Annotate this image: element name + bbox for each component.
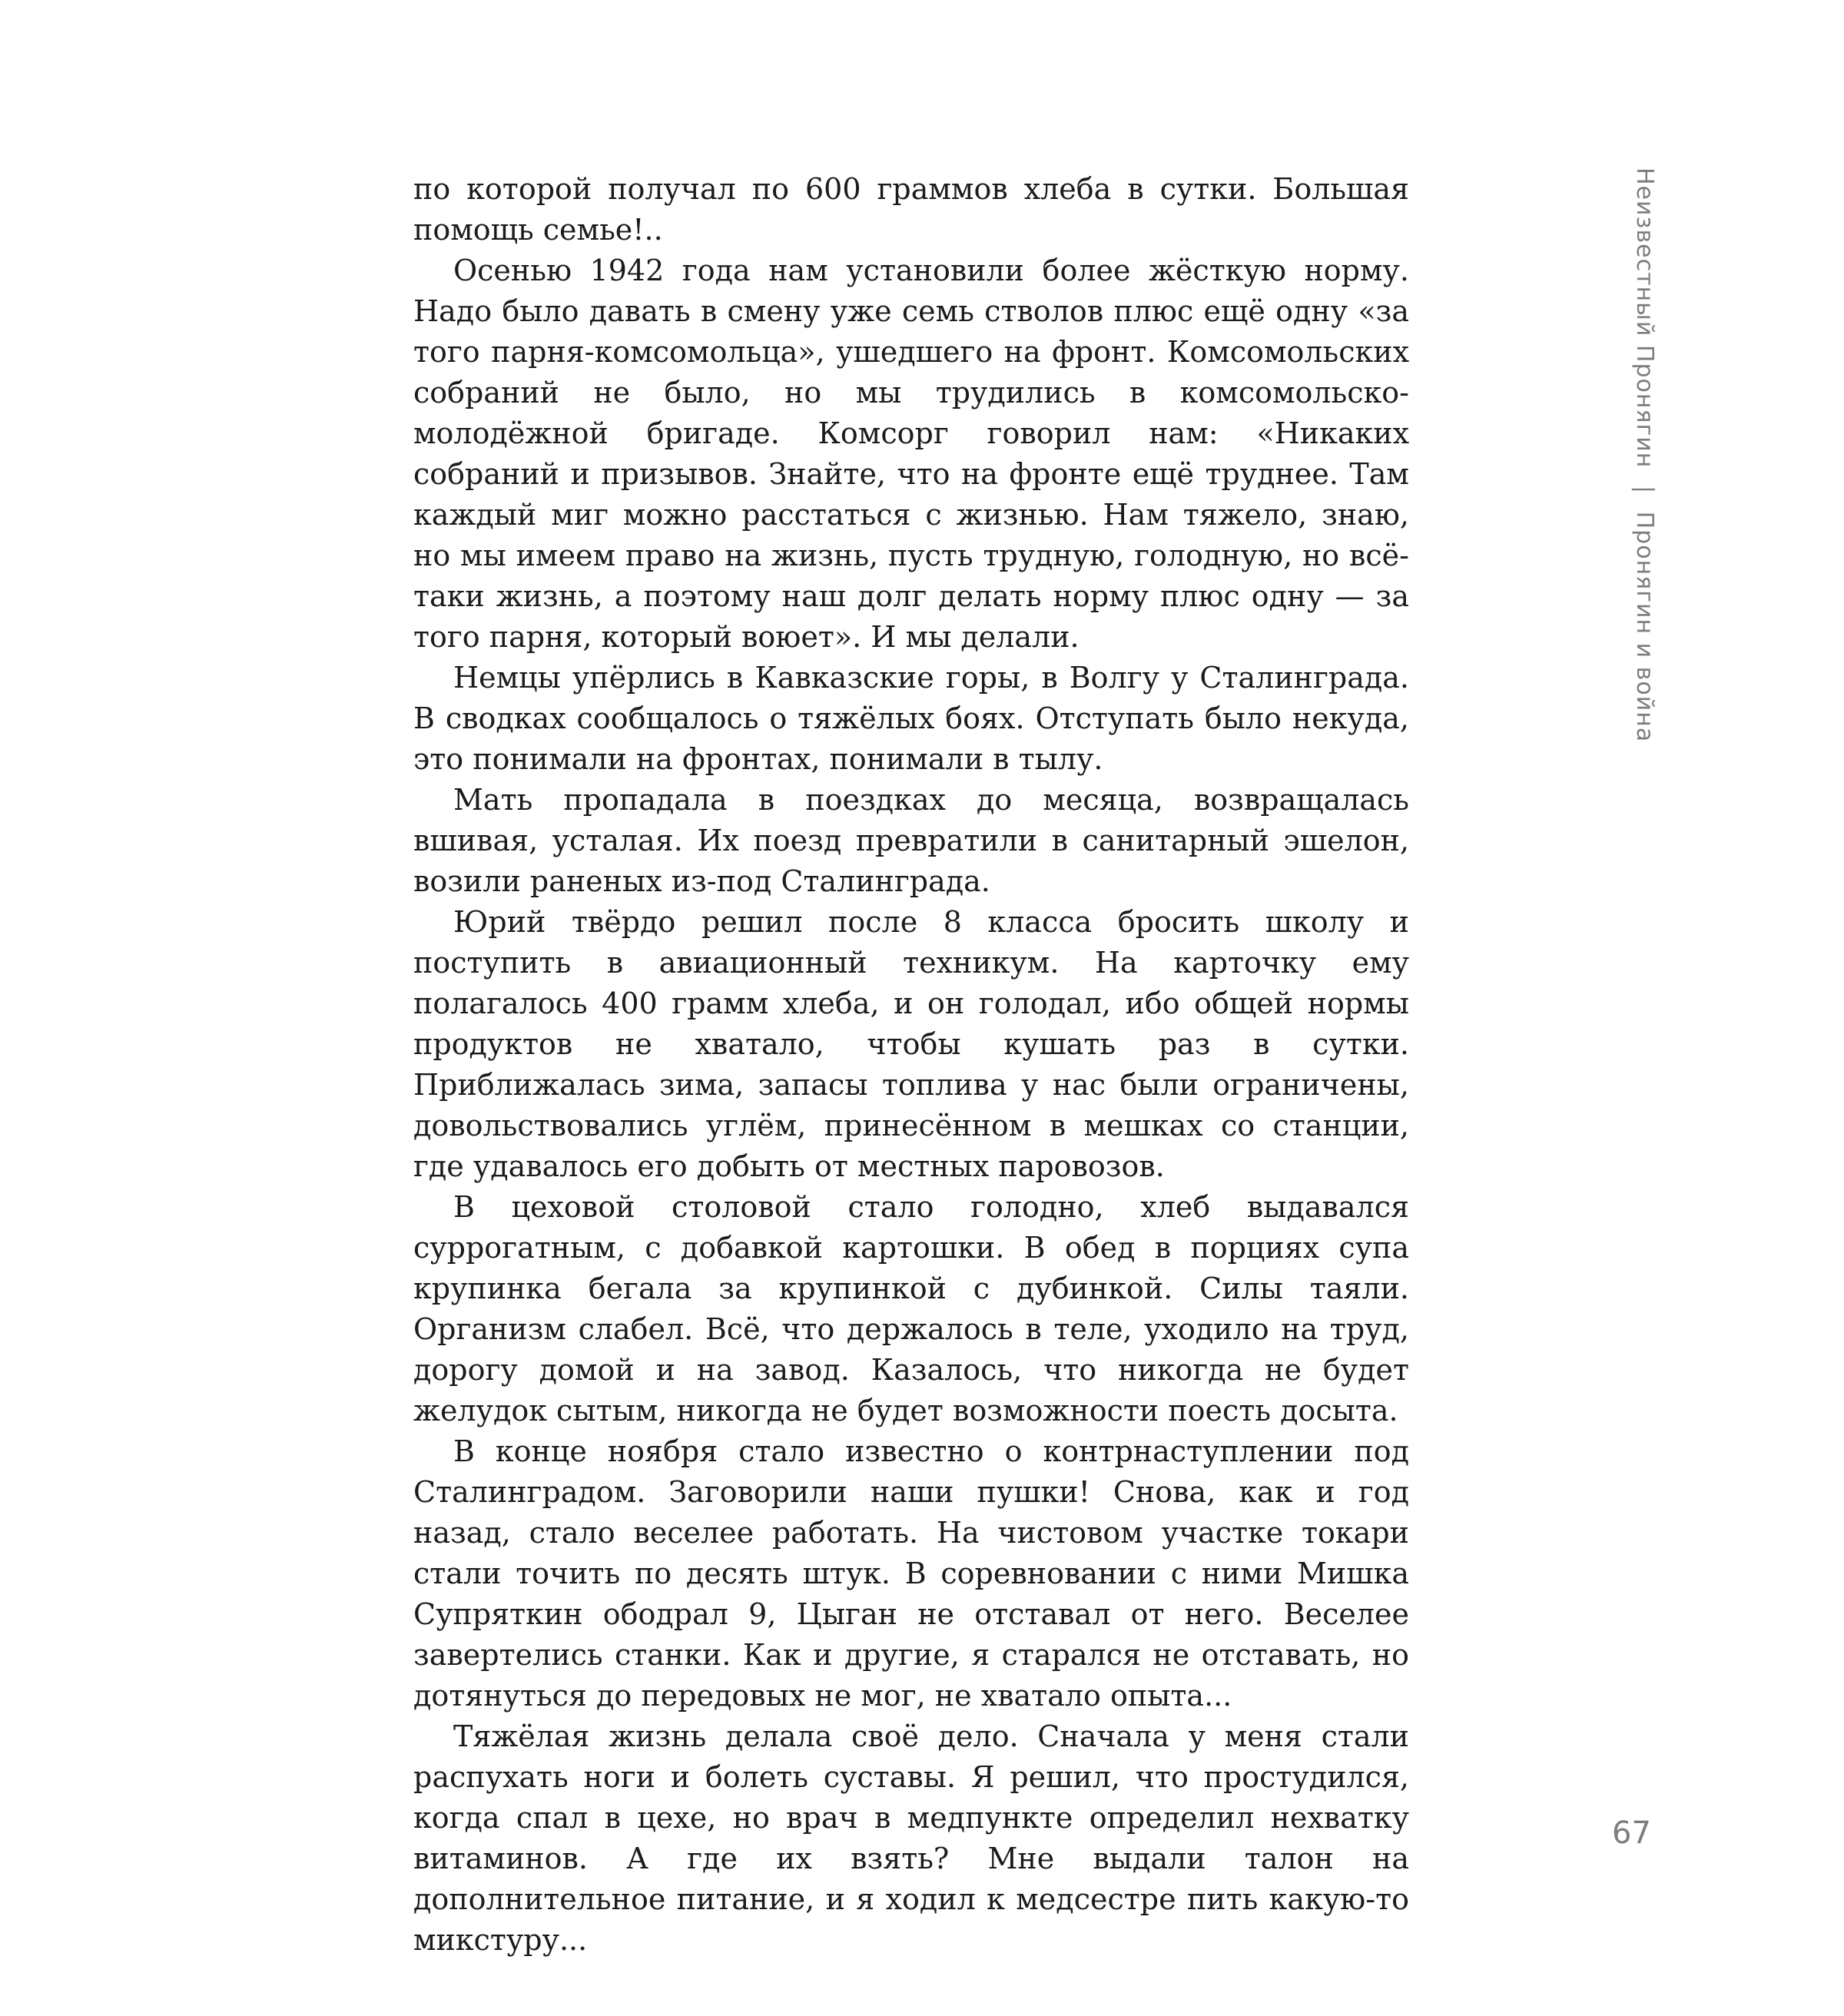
- paragraph: Юрий твёрдо решил после 8 класса бросить школу и поступить в авиационный техникум. На карточку ему полагалось 400 грамм хлеба, и он голодал, ибо общей нормы продуктов не хватало, чтобы кушать раз в сутки. Приближалась зима, запасы топлива у нас были ограничены, довольствовались углём, принесённом в мешках со станции, где удавалось его добыть от местных паровозов.: [413, 905, 1409, 1183]
- paragraph: В цеховой столовой стало голодно, хлеб выдавался суррогатным, с добавкой картошки. В обед в порциях супа крупинка бегала за крупинкой с дубинкой. Силы таяли. Организм слабел. Всё, что держалось в теле, уходило на труд, дорогу домой и на завод. Казалось, что никогда не будет желудок сытым, никогда не будет возможности поесть досыта.: [413, 1190, 1409, 1427]
- paragraph: Осенью 1942 года нам установили более жёсткую норму. Надо было давать в смену уже семь стволов плюс ещё одну «за того парня-комсомольца», ушедшего на фронт. Комсомольских собраний не было, но мы трудились в комсомольско-молодёжной бригаде. Комсорг говорил нам: «Никаких собраний и призывов. Знайте, что на фронте ещё труднее. Там каждый миг можно расстаться с жизнью. Нам тяжело, знаю, но мы имеем право на жизнь, пусть трудную, голодную, но всё-таки жизнь, а поэтому наш долг делать норму плюс одну — за того парня, который воюет». И мы делали.: [413, 254, 1409, 654]
- paragraph: по которой получал по 600 граммов хлеба в сутки. Большая помощь семье!..: [413, 172, 1409, 247]
- paragraph: Тяжёлая жизнь делала своё дело. Сначала у меня стали распухать ноги и болеть суставы. Я решил, что простудился, когда спал в цехе, но врач в медпункте определил нехватку витаминов. А где их взять? Мне выдали талон на дополнительное питание, и я ходил к медсестре пить какую-то микстуру...: [413, 1719, 1409, 1957]
- paragraph: Немцы упёрлись в Кавказские горы, в Волгу у Сталинграда. В сводках сообщалось о тяжёлых боях. Отступать было некуда, это понимали на фронтах, понимали в тылу.: [413, 661, 1409, 776]
- running-head-separator: |: [1631, 485, 1658, 495]
- page-number: 67: [1612, 1815, 1651, 1851]
- body-text: [413, 169, 1409, 1961]
- running-head-chapter-title: Пронягин и война: [1631, 511, 1658, 743]
- running-head-book-title: Неизвестный Пронягин: [1631, 167, 1658, 469]
- paragraph: В конце ноября стало известно о контрнаступлении под Сталинградом. Заговорили наши пушки! Снова, как и год назад, стало веселее работать. На чистовом участке токари стали точить по десять штук. В соревновании с ними Мишка Супряткин ободрал 9, Цыган не отставал от него. Веселее завертелись станки. Как и другие, я старался не отставать, но дотянуться до передовых не мог, не хватало опыта...: [413, 1434, 1409, 1713]
- running-head: [1627, 167, 1661, 743]
- paragraph: Мать пропадала в поездках до месяца, возвращалась вшивая, усталая. Их поезд превратили в санитарный эшелон, возили раненых из-под Сталинграда.: [413, 783, 1409, 898]
